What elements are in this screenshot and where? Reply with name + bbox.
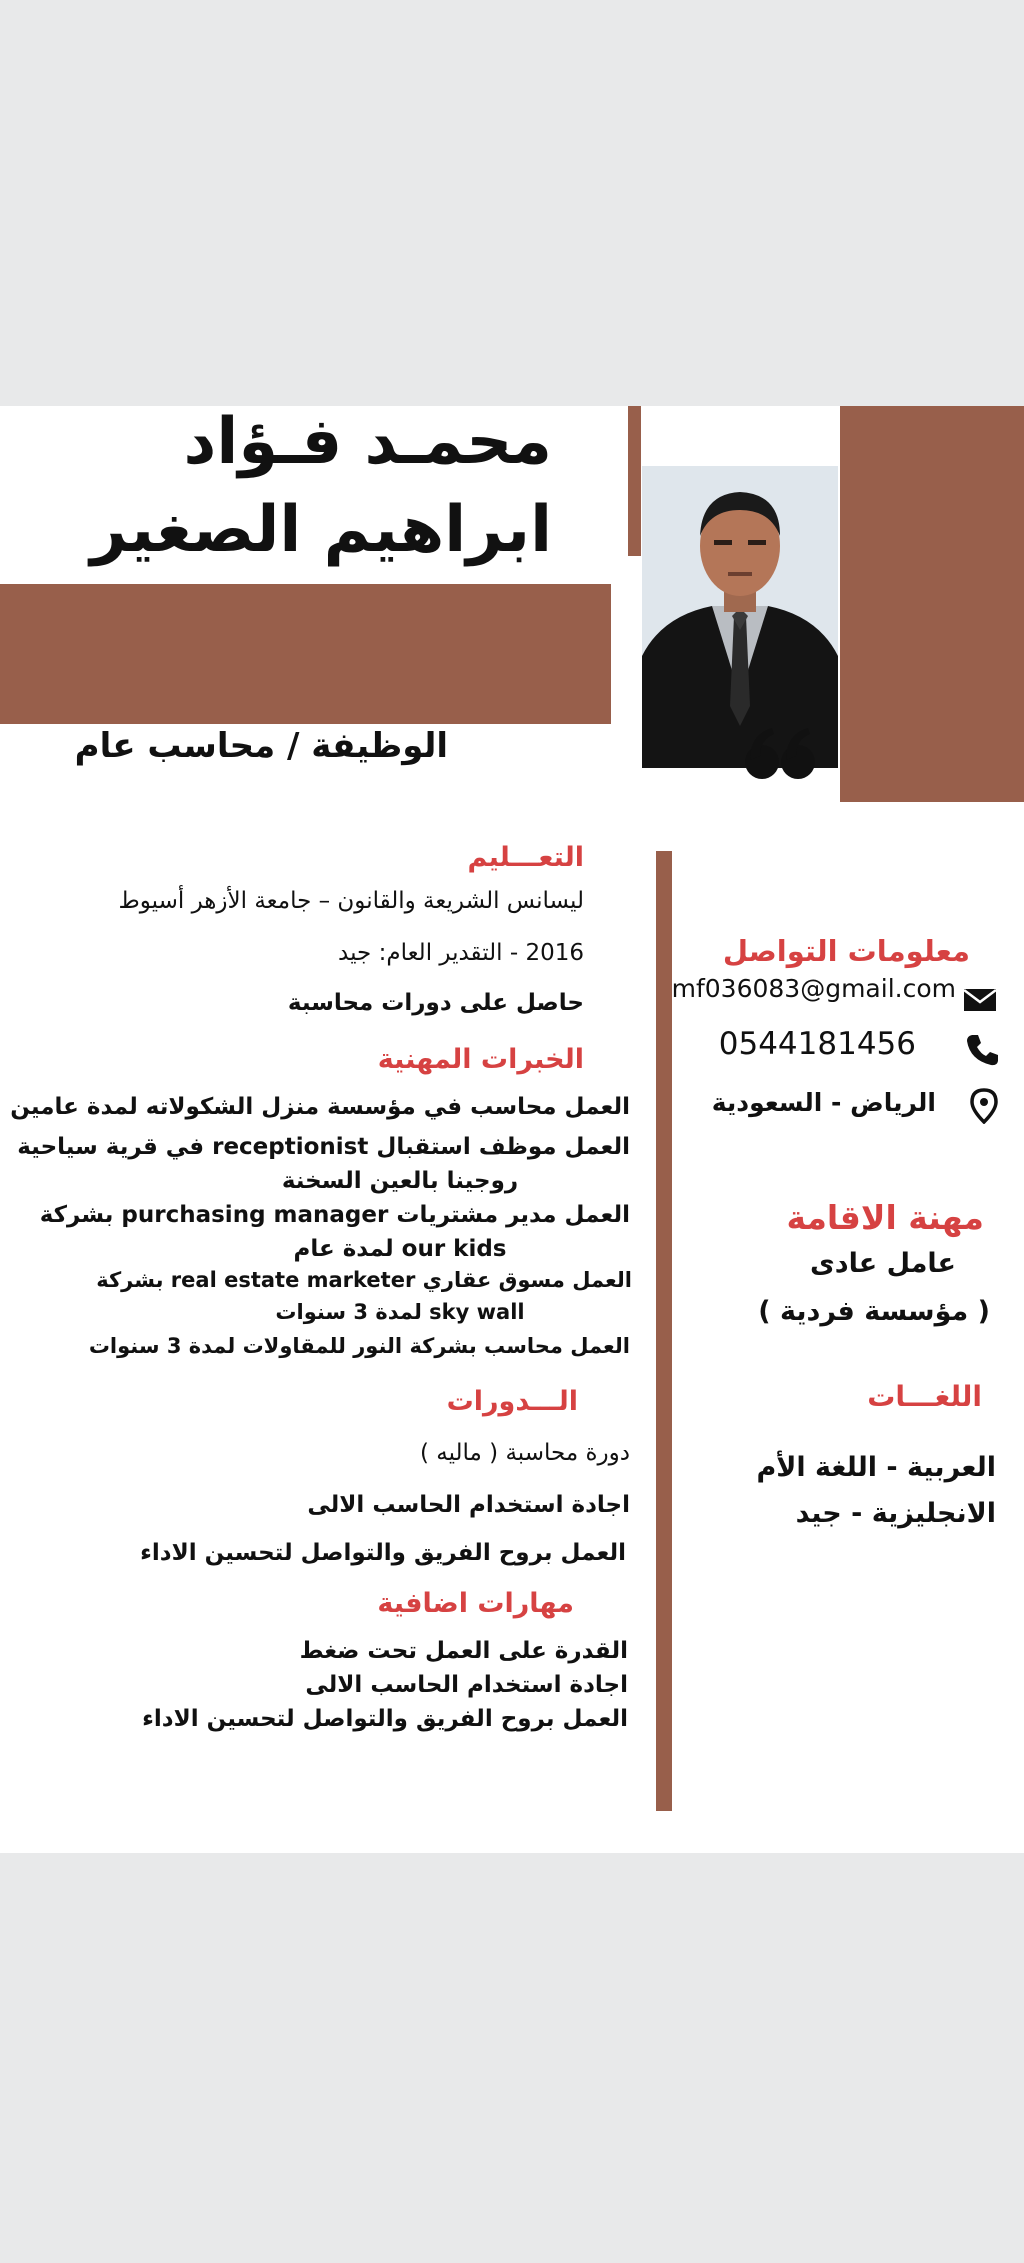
experience-title: الخبرات المهنية xyxy=(377,1044,584,1075)
education-title: التعـــليم xyxy=(467,842,584,873)
language-item-2: الانجليزية - جيد xyxy=(795,1498,996,1529)
experience-line-4: العمل مدير مشتريات purchasing manager بشركة xyxy=(39,1202,630,1228)
residence-value: عامل عادى xyxy=(810,1248,956,1279)
column-divider xyxy=(656,851,672,1811)
experience-line-8: العمل محاسب بشركة النور للمقاولات لمدة 3 سنوات xyxy=(88,1334,630,1358)
experience-line-3: روجينا بالعين السخنة xyxy=(281,1168,519,1194)
right-brown-block xyxy=(840,406,1024,802)
education-line-1: ليسانس الشريعة والقانون – جامعة الأزهر أسيوط xyxy=(118,888,584,914)
header-brown-bar xyxy=(628,406,641,556)
envelope-icon xyxy=(962,982,998,1018)
quote-icon xyxy=(742,726,818,782)
education-line-2: 2016 - التقدير العام: جيد xyxy=(338,940,584,966)
experience-line-1: العمل محاسب في مؤسسة منزل الشكولاته لمدة عامين xyxy=(10,1094,630,1120)
cv-page xyxy=(0,406,1024,1853)
language-item-1: العربية - اللغة الأم xyxy=(756,1452,996,1483)
courses-line-3: العمل بروح الفريق والتواصل لتحسين الاداء xyxy=(140,1540,626,1566)
job-title: الوظيفة / محاسب عام xyxy=(74,726,448,766)
contact-title: معلومات التواصل xyxy=(722,934,970,968)
experience-line-6: العمل مسوق عقاري real estate marketer بشركة xyxy=(96,1268,632,1292)
experience-line-5: our kids لمدة عام xyxy=(293,1236,507,1262)
contact-location: الرياض - السعودية xyxy=(711,1088,936,1117)
skills-line-1: القدرة على العمل تحت ضغط xyxy=(299,1638,628,1664)
phone-icon xyxy=(964,1032,1000,1068)
name-line-1: محمـد فـؤاد xyxy=(183,406,552,479)
languages-title: اللغـــات xyxy=(867,1380,982,1413)
courses-line-2: اجادة استخدام الحاسب الالى xyxy=(307,1492,630,1518)
education-line-3: حاصل على دورات محاسبة xyxy=(287,990,584,1016)
contact-email: mf036083@gmail.com xyxy=(671,974,956,1003)
residence-title: مهنة الاقامة xyxy=(786,1198,984,1237)
skills-title: مهارات اضافية xyxy=(377,1588,574,1619)
skills-line-3: العمل بروح الفريق والتواصل لتحسين الاداء xyxy=(142,1706,628,1732)
experience-line-2: العمل موظف استقبال receptionist في قرية سياحية xyxy=(17,1134,630,1160)
location-pin-icon xyxy=(970,1088,1006,1124)
courses-title: الـــدورات xyxy=(446,1386,578,1417)
person-photo-icon xyxy=(642,466,838,768)
name-line-2: ابراهيم الصغير xyxy=(90,493,552,567)
contact-phone: 0544181456 xyxy=(718,1026,916,1062)
header-brown-band xyxy=(0,584,611,724)
skills-line-2: اجادة استخدام الحاسب الالى xyxy=(305,1672,628,1698)
courses-line-1: دورة محاسبة ( ماليه ) xyxy=(419,1440,630,1466)
experience-line-7: sky wall لمدة 3 سنوات xyxy=(275,1300,525,1324)
residence-note: ( مؤسسة فردية ) xyxy=(758,1296,990,1327)
profile-photo xyxy=(642,466,838,768)
